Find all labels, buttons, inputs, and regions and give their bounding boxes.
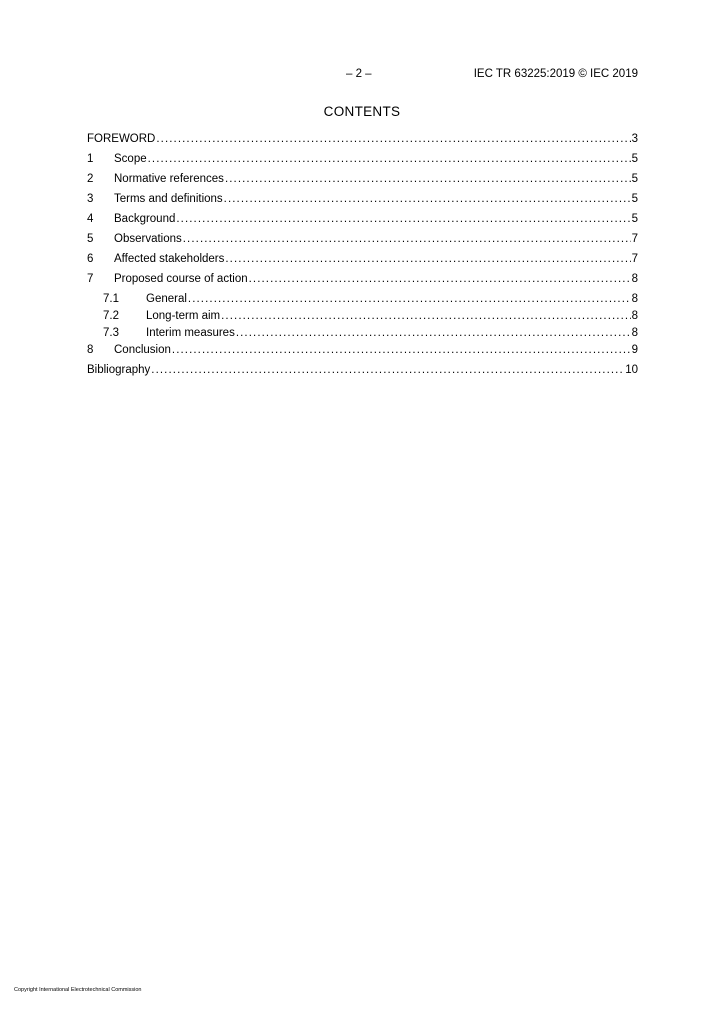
toc-entry-number: 7: [87, 273, 94, 285]
toc-dot-leader: [224, 191, 631, 207]
toc-entry-number: 7.1: [103, 293, 119, 305]
toc-entry[interactable]: [87, 131, 638, 151]
toc-entry-title: FOREWORD: [87, 133, 156, 145]
toc-dot-leader: [176, 211, 630, 227]
toc-entry-page: 8: [631, 327, 638, 339]
table-of-contents: [87, 131, 638, 382]
contents-title: CONTENTS: [323, 104, 401, 119]
toc-entry-number: 6: [87, 253, 94, 265]
toc-entry-title: Proposed course of action: [114, 273, 248, 285]
toc-entry-title: General: [146, 293, 187, 305]
toc-dot-leader: [151, 362, 624, 378]
toc-entry[interactable]: [87, 271, 638, 291]
toc-entry[interactable]: [87, 231, 638, 251]
toc-entry[interactable]: [87, 291, 638, 308]
toc-entry-number: 5: [87, 233, 94, 245]
toc-entry-page: 8: [631, 293, 638, 305]
toc-entry-number: 7.3: [103, 327, 119, 339]
toc-entry[interactable]: [87, 308, 638, 325]
toc-entry[interactable]: [87, 325, 638, 342]
toc-entry-title: Bibliography: [87, 364, 151, 376]
toc-entry[interactable]: [87, 342, 638, 362]
toc-dot-leader: [236, 325, 631, 341]
toc-entry-page: 3: [631, 133, 638, 145]
toc-entry-title: Scope: [114, 153, 147, 165]
toc-entry-page: 5: [631, 213, 638, 225]
toc-entry[interactable]: [87, 251, 638, 271]
toc-entry-number: 7.2: [103, 310, 119, 322]
toc-dot-leader: [156, 131, 630, 147]
toc-entry-title: Terms and definitions: [114, 193, 223, 205]
toc-entry-page: 5: [631, 173, 638, 185]
toc-entry-title: Long-term aim: [146, 310, 221, 322]
toc-entry[interactable]: [87, 362, 638, 382]
toc-entry[interactable]: [87, 171, 638, 191]
toc-entry-page: 5: [631, 193, 638, 205]
toc-dot-leader: [225, 251, 630, 267]
toc-entry-page: 8: [631, 310, 638, 322]
toc-entry-title: Normative references: [114, 173, 224, 185]
toc-dot-leader: [183, 231, 631, 247]
toc-dot-leader: [225, 171, 631, 187]
page-header: [0, 68, 724, 84]
toc-entry[interactable]: [87, 211, 638, 231]
toc-entry[interactable]: [87, 191, 638, 211]
toc-entry-number: 2: [87, 173, 94, 185]
toc-dot-leader: [148, 151, 631, 167]
page-number: – 2 –: [346, 68, 372, 80]
toc-entry-title: Background: [114, 213, 176, 225]
toc-entry-title: Affected stakeholders: [114, 253, 225, 265]
toc-entry-number: 4: [87, 213, 94, 225]
toc-entry-page: 10: [625, 364, 638, 376]
toc-entry[interactable]: [87, 151, 638, 171]
toc-entry-page: 5: [631, 153, 638, 165]
copyright-footer: Copyright International Electrotechnical Commission: [14, 987, 142, 993]
toc-entry-page: 7: [631, 253, 638, 265]
toc-entry-number: 1: [87, 153, 94, 165]
toc-dot-leader: [221, 308, 630, 324]
toc-entry-number: 3: [87, 193, 94, 205]
toc-dot-leader: [249, 271, 631, 287]
toc-entry-page: 8: [631, 273, 638, 285]
toc-entry-title: Interim measures: [146, 327, 235, 339]
toc-dot-leader: [172, 342, 631, 358]
toc-dot-leader: [188, 291, 631, 307]
toc-entry-number: 8: [87, 344, 94, 356]
toc-entry-title: Observations: [114, 233, 182, 245]
toc-entry-page: 9: [631, 344, 638, 356]
toc-entry-page: 7: [631, 233, 638, 245]
toc-entry-title: Conclusion: [114, 344, 171, 356]
document-id: IEC TR 63225:2019 © IEC 2019: [473, 68, 638, 80]
